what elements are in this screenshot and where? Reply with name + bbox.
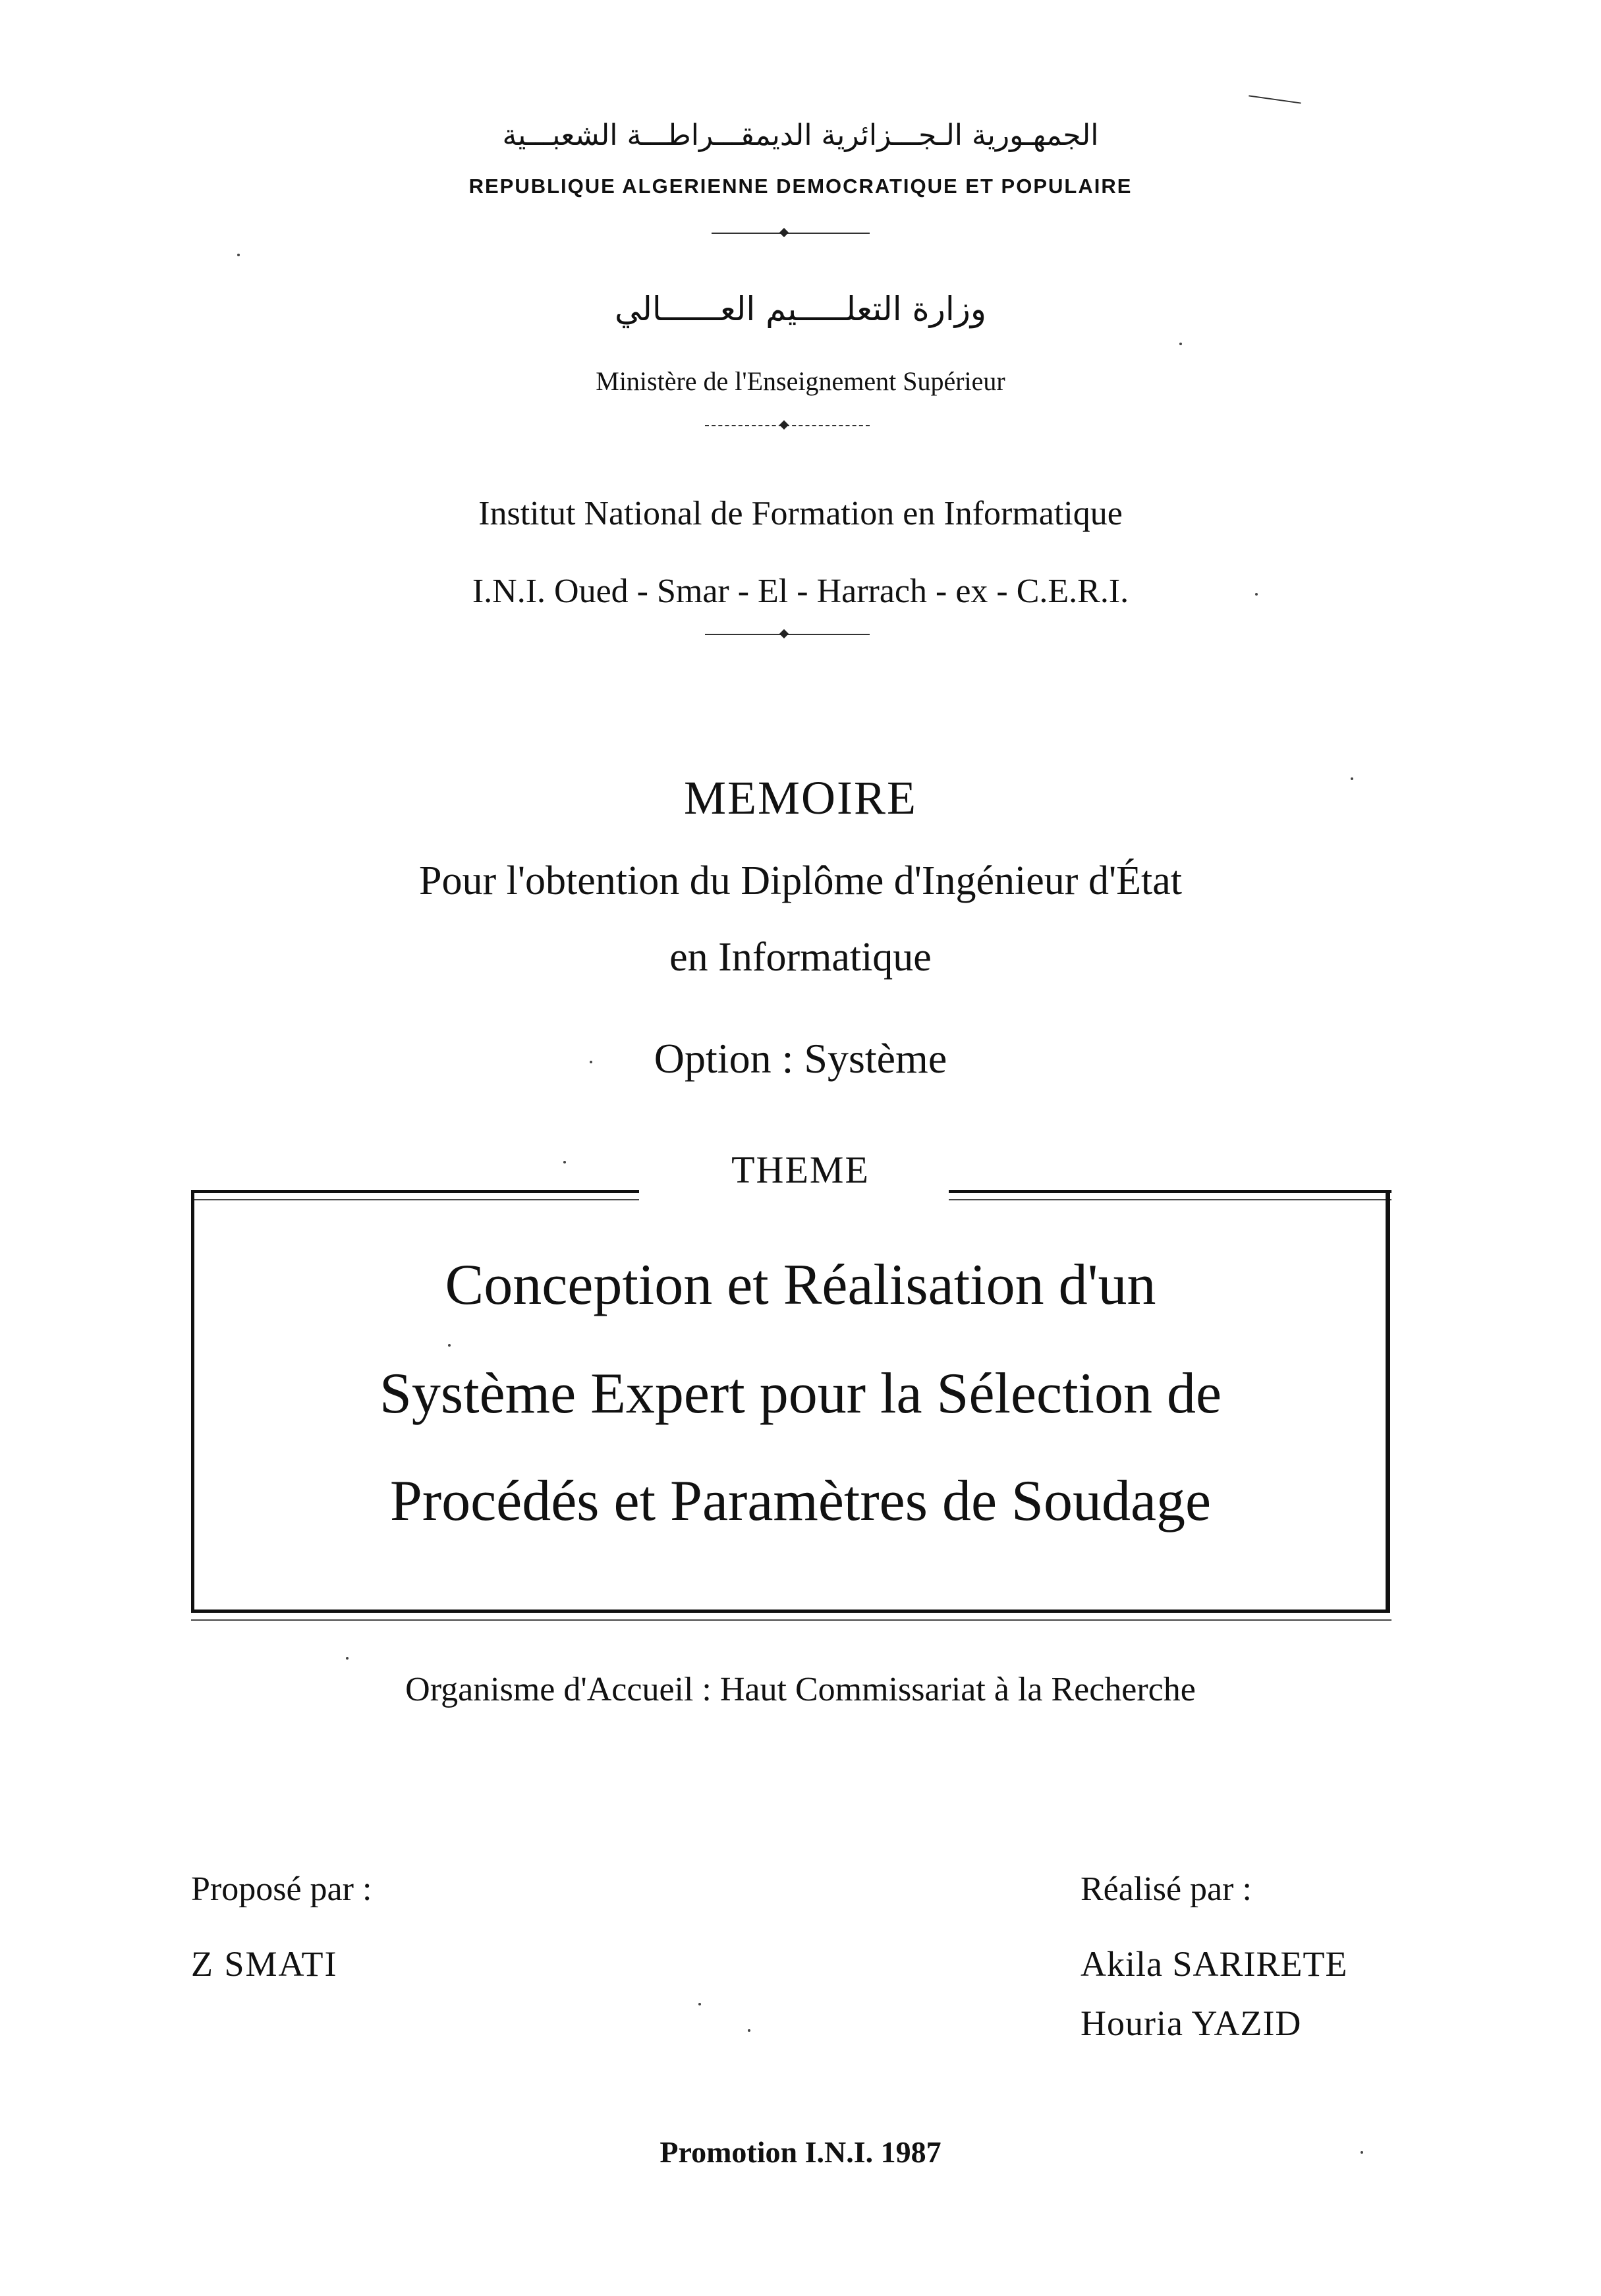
diploma-line-1: Pour l'obtention du Diplôme d'Ingénieur d'État [419, 858, 1182, 903]
institute-name: Institut National de Formation en Informatique [478, 495, 1123, 532]
proposed-by-label: Proposé par : [191, 1870, 372, 1908]
promotion-footer: Promotion I.N.I. 1987 [660, 2135, 941, 2169]
theme-title-line-2: Système Expert pour la Sélection de [379, 1362, 1222, 1426]
institute-location: I.N.I. Oued - Smar - El - Harrach - ex - C.E.R.I. [472, 573, 1129, 610]
theme-label: THEME [731, 1148, 870, 1191]
theme-box-bottom-line-2 [191, 1619, 1391, 1621]
memoire-title: MEMOIRE [684, 771, 917, 824]
ministry-french-title: Ministère de l'Enseignement Supérieur [596, 366, 1005, 396]
diploma-line-2: en Informatique [669, 935, 932, 980]
realized-by-name-2: Houria YAZID [1081, 2003, 1302, 2043]
ministry-arabic-title: وزارة التعلـــــيم العــــــالي [614, 290, 987, 328]
republic-arabic-title: الجمهـورية الـجـــزائرية الديمقـــراطـــة الشعبـــية [502, 119, 1099, 152]
theme-title-line-3: Procédés et Paramètres de Soudage [389, 1469, 1212, 1533]
theme-title-line-1: Conception et Réalisation d'un [445, 1253, 1156, 1317]
proposed-by-name: Z SMATI [191, 1944, 338, 1984]
host-organism: Organisme d'Accueil : Haut Commissariat à la Recherche [405, 1671, 1196, 1708]
republic-french-title: REPUBLIQUE ALGERIENNE DEMOCRATIQUE ET POPULAIRE [468, 175, 1133, 198]
realized-by-name-1: Akila SARIRETE [1081, 1944, 1348, 1984]
realized-by-label: Réalisé par : [1081, 1870, 1252, 1908]
option-line: Option : Système [654, 1035, 947, 1082]
